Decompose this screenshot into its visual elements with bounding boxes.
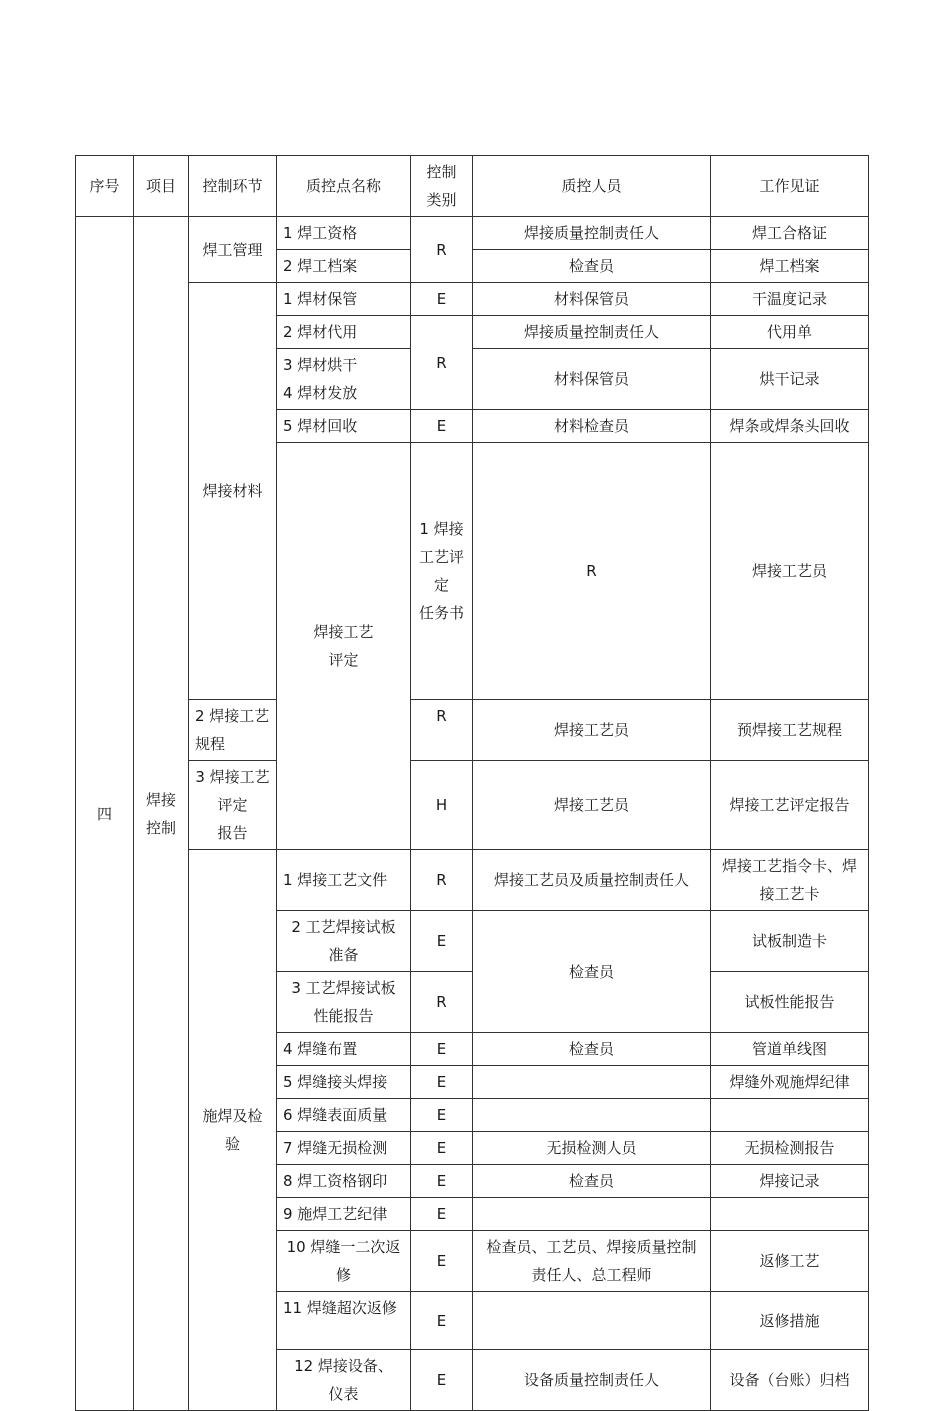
point-name xyxy=(277,1231,411,1292)
personnel-line1: 检查员、工艺员、焊接质量控制 xyxy=(486,1238,697,1256)
personnel-line2: 责任人、总工程师 xyxy=(531,1266,652,1284)
point-name-line1: 1 焊接工艺评定 xyxy=(418,520,464,594)
category-cell: E xyxy=(411,283,473,316)
point-name-line2: 准备 xyxy=(328,946,359,964)
table-row xyxy=(76,700,869,761)
point-name-line1: 12 焊接设备、 xyxy=(294,1357,393,1375)
header-control-category xyxy=(411,156,473,217)
header-seq: 序号 xyxy=(76,156,134,217)
category-cell: R xyxy=(411,972,473,1033)
category-cell: E xyxy=(411,1132,473,1165)
table-row xyxy=(76,761,869,850)
evidence-cell: 焊缝外观施焊纪律 xyxy=(711,1066,869,1099)
point-name-line1: 10 焊缝一二次返 xyxy=(286,1238,401,1256)
evidence-cell: 代用单 xyxy=(711,316,869,349)
personnel-cell: 检查员 xyxy=(473,911,711,1033)
personnel-cell: 无损检测人员 xyxy=(473,1132,711,1165)
point-name-line1: 3 焊接工艺评定 xyxy=(195,768,270,814)
evidence-cell: 焊条或焊条头回收 xyxy=(711,410,869,443)
stage-welding-materials: 焊接材料 xyxy=(189,283,277,700)
point-name: 7 焊缝无损检测 xyxy=(277,1132,411,1165)
point-name: 5 焊材回收 xyxy=(277,410,411,443)
point-name: 2 焊工档案 xyxy=(277,250,411,283)
category-cell: R xyxy=(411,850,473,911)
category-cell: E xyxy=(411,1066,473,1099)
point-name: 6 焊缝表面质量 xyxy=(277,1099,411,1132)
personnel-cell: 焊接工艺员及质量控制责任人 xyxy=(473,850,711,911)
stage-line1: 焊接工艺 xyxy=(313,623,374,641)
point-name xyxy=(277,1350,411,1411)
personnel-cell: 焊接质量控制责任人 xyxy=(473,316,711,349)
personnel-cell: 焊接工艺员 xyxy=(473,700,711,761)
personnel-cell xyxy=(473,1066,711,1099)
header-category-line1: 控制 xyxy=(426,163,457,181)
personnel-cell: 焊接工艺员 xyxy=(711,443,869,700)
evidence-cell: 无损检测报告 xyxy=(711,1132,869,1165)
point-name: 1 焊工资格 xyxy=(277,217,411,250)
evidence-cell: 干温度记录 xyxy=(711,283,869,316)
header-control-point: 质控点名称 xyxy=(277,156,411,217)
point-name: 5 焊缝接头焊接 xyxy=(277,1066,411,1099)
evidence-cell: 返修工艺 xyxy=(711,1231,869,1292)
evidence-cell xyxy=(711,850,869,911)
evidence-cell xyxy=(711,1099,869,1132)
header-evidence: 工作见证 xyxy=(711,156,869,217)
category-cell: E xyxy=(411,1350,473,1411)
evidence-cell xyxy=(711,1198,869,1231)
table-row xyxy=(76,217,869,250)
evidence-cell: 管道单线图 xyxy=(711,1033,869,1066)
seq-cell: 四 xyxy=(76,217,134,1411)
category-cell: R xyxy=(411,217,473,283)
evidence-cell: 试板制造卡 xyxy=(711,911,869,972)
quality-control-table xyxy=(75,155,869,1411)
personnel-cell: 焊接工艺员 xyxy=(473,761,711,850)
point-name: 8 焊工资格钢印 xyxy=(277,1165,411,1198)
point-name: 4 焊缝布置 xyxy=(277,1033,411,1066)
category-cell: R xyxy=(411,316,473,410)
stage-welding-inspection xyxy=(189,850,277,1411)
point-name-line2: 任务书 xyxy=(418,604,464,622)
category-cell: E xyxy=(411,1165,473,1198)
personnel-cell: 材料检查员 xyxy=(473,410,711,443)
personnel-cell: 材料保管员 xyxy=(473,283,711,316)
personnel-cell xyxy=(473,1231,711,1292)
evidence-cell: 焊接工艺评定报告 xyxy=(711,761,869,850)
category-cell: H xyxy=(411,761,473,850)
header-category-line2: 类别 xyxy=(426,191,457,209)
category-cell: E xyxy=(411,1292,473,1350)
evidence-cell: 烘干记录 xyxy=(711,349,869,410)
header-row xyxy=(76,156,869,217)
category-cell: E xyxy=(411,410,473,443)
evidence-cell: 设备（台账）归档 xyxy=(711,1350,869,1411)
point-name-line2: 报告 xyxy=(217,824,248,842)
personnel-cell: 材料保管员 xyxy=(473,349,711,410)
evidence-cell: 预焊接工艺规程 xyxy=(711,700,869,761)
point-name: 2 焊接工艺规程 xyxy=(189,700,277,761)
item-cell xyxy=(134,217,189,1411)
item-line1: 焊接 xyxy=(145,790,176,809)
quality-control-table-wrapper xyxy=(75,155,868,1411)
item-line2: 控制 xyxy=(145,818,176,837)
point-name xyxy=(189,761,277,850)
personnel-cell xyxy=(473,1099,711,1132)
point-name xyxy=(277,911,411,972)
point-name xyxy=(277,349,411,410)
personnel-cell: 焊接质量控制责任人 xyxy=(473,217,711,250)
table-row xyxy=(76,850,869,911)
point-name-line2: 性能报告 xyxy=(313,1007,374,1025)
evidence-cell: 焊工合格证 xyxy=(711,217,869,250)
evidence-cell: 返修措施 xyxy=(711,1292,869,1350)
category-cell: E xyxy=(411,911,473,972)
stage-welder-management: 焊工管理 xyxy=(189,217,277,283)
personnel-cell: 设备质量控制责任人 xyxy=(473,1350,711,1411)
point-name xyxy=(411,443,473,700)
point-name: 9 施焊工艺纪律 xyxy=(277,1198,411,1231)
personnel-cell xyxy=(473,1292,711,1350)
point-name-line2: 修 xyxy=(335,1266,351,1284)
category-cell: E xyxy=(411,1099,473,1132)
point-name: 1 焊材保管 xyxy=(277,283,411,316)
category-cell: E xyxy=(411,1198,473,1231)
personnel-cell: 检查员 xyxy=(473,1033,711,1066)
evidence-line1: 焊接工艺指令卡、焊 xyxy=(721,857,857,875)
evidence-line2: 接工艺卡 xyxy=(759,885,820,903)
table-row xyxy=(76,283,869,316)
stage-line1: 施焊及检 xyxy=(202,1107,263,1125)
point-name-line2: 仪表 xyxy=(328,1385,359,1403)
point-name-line2: 4 焊材发放 xyxy=(283,384,358,402)
point-name: 1 焊接工艺文件 xyxy=(277,850,411,911)
category-cell: E xyxy=(411,1231,473,1292)
header-control-stage: 控制环节 xyxy=(189,156,277,217)
stage-line2: 验 xyxy=(224,1135,240,1153)
point-name: 11 焊缝超次返修 xyxy=(277,1292,411,1350)
stage-process-qualification xyxy=(277,443,411,850)
point-name-line1: 3 工艺焊接试板 xyxy=(291,979,396,997)
evidence-cell: 试板性能报告 xyxy=(711,972,869,1033)
point-name: 2 焊材代用 xyxy=(277,316,411,349)
category-cell: R xyxy=(473,443,711,700)
evidence-cell: 焊接记录 xyxy=(711,1165,869,1198)
category-cell: E xyxy=(411,1033,473,1066)
stage-line2: 评定 xyxy=(328,651,359,669)
personnel-cell: 检查员 xyxy=(473,250,711,283)
header-personnel: 质控人员 xyxy=(473,156,711,217)
point-name-line1: 3 焊材烘干 xyxy=(283,356,358,374)
header-item: 项目 xyxy=(134,156,189,217)
category-cell: R xyxy=(411,700,473,761)
evidence-cell: 焊工档案 xyxy=(711,250,869,283)
personnel-cell: 检查员 xyxy=(473,1165,711,1198)
point-name-line1: 2 工艺焊接试板 xyxy=(291,918,396,936)
personnel-cell xyxy=(473,1198,711,1231)
point-name xyxy=(277,972,411,1033)
